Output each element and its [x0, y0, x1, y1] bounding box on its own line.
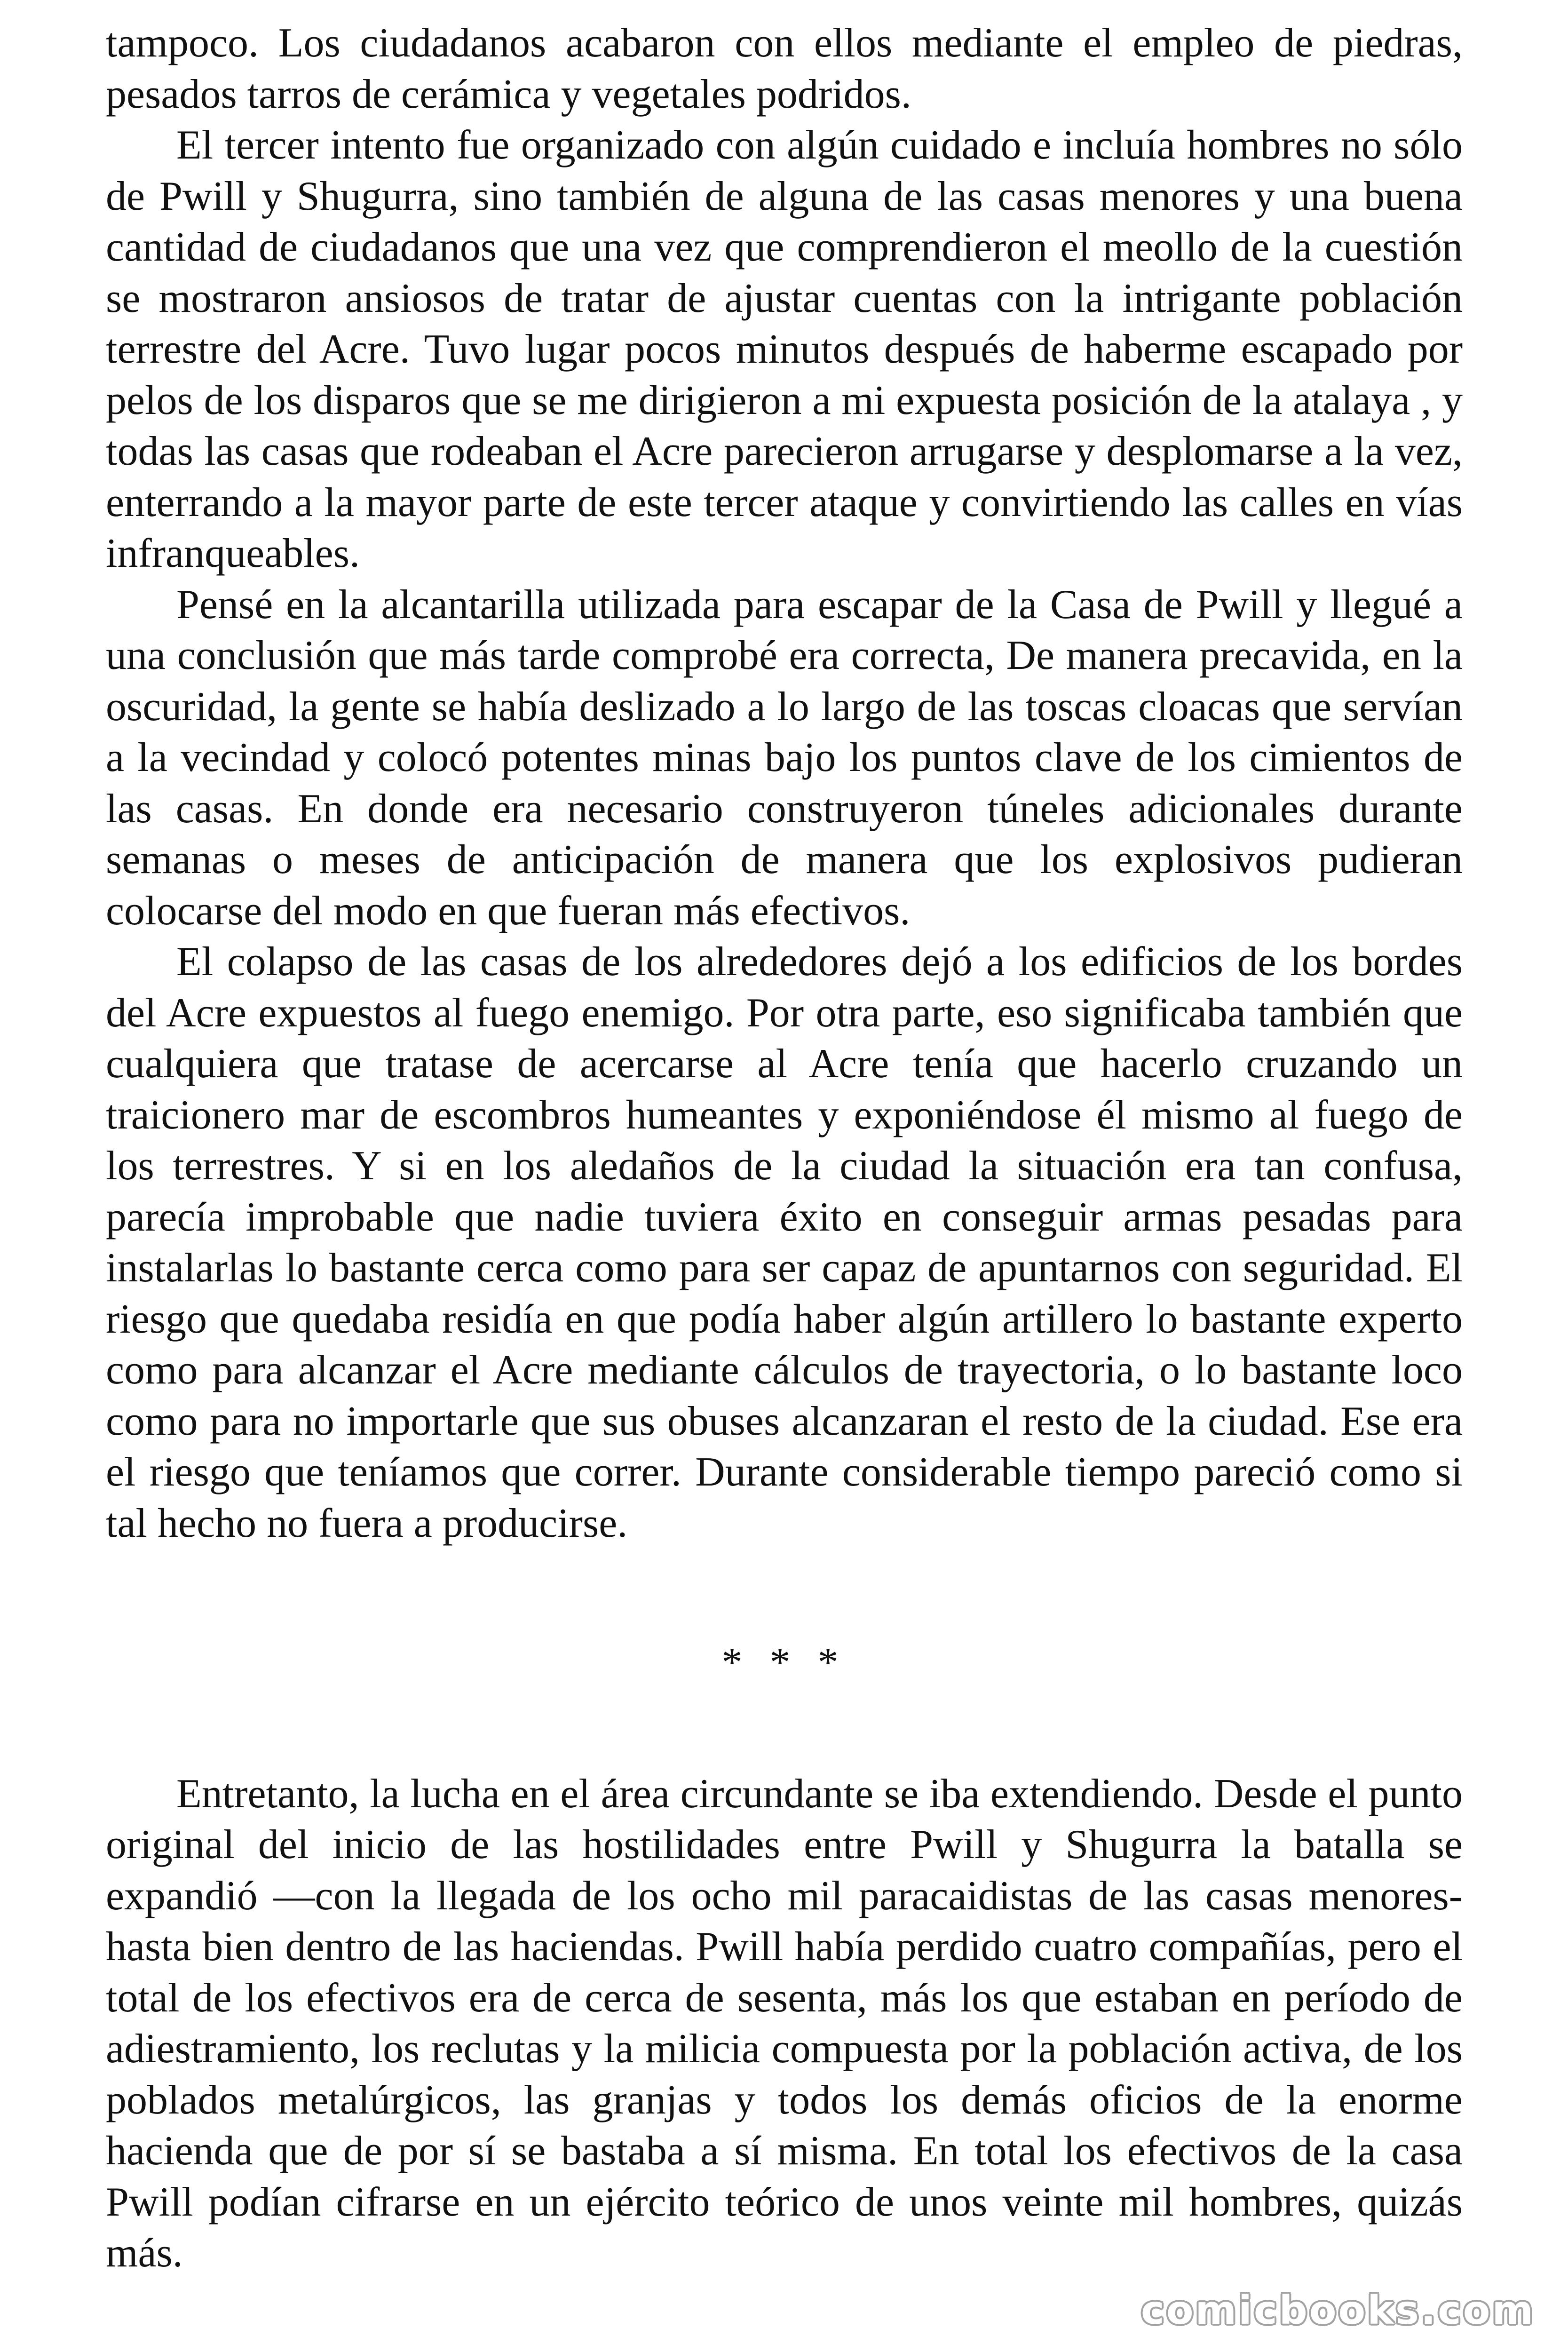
watermark-logo: comicbooks.com: [1141, 2287, 1535, 2333]
scene-break: * * *: [721, 1640, 847, 1685]
section-gap-top: [106, 1549, 1463, 1637]
paragraph-5: Entretanto, la lucha en el área circundante se iba extendiendo. Desde el punto original del inicio de las hostilidades entre Pwill y Shugurra la batalla se expandió —con la llegada de los ocho mil paracaidistas de las casas menores- hasta bien dentro de las haciendas. Pwill había perdido cuatro compañías, pero el total de los efectivos era de cerca de sesenta, más los que estaban en período de adiestramiento, los reclutas y la milicia compuesta por la población activa, de los poblados metalúrgicos, las granjas y todos los demás oficios de la enorme hacienda que de por sí se bastaba a sí misma. En total los efectivos de la casa Pwill podían cifrarse en un ejército teórico de unos veinte mil hombres, quizás más.: [106, 1771, 1463, 2276]
paragraph-2: El tercer intento fue organizado con algún cuidado e incluía hombres no sólo de Pwill y Shugurra, sino también de alguna de las casas menores y una buena cantidad de ciudadanos que una vez que comprendieron el meollo de la cuestión se mostraron ansiosos de tratar de ajustar cuentas con la intrigante población terrestre del Acre. Tuvo lugar pocos minutos después de haberme escapado por pelos de los disparos que se me dirigieron a mi expuesta posición de la atalaya , y todas las casas que rodeaban el Acre parecieron arrugarse y desplomarse a la vez, enterrando a la mayor parte de este tercer ataque y convirtiendo las calles en vías infranqueables.: [106, 122, 1463, 576]
paragraph-4: El colapso de las casas de los alrededores dejó a los edificios de los bordes del Acre expuestos al fuego enemigo. Por otra parte, eso significaba también que cualquiera que tratase de acercarse al Acre tenía que hacerlo cruzando un traicionero mar de escombros humeantes y exponiéndose él mismo al fuego de los terrestres. Y si en los aledaños de la ciudad la situación era tan confusa, parecía improbable que nadie tuviera éxito en conseguir armas pesadas para instalarlas lo bastante cerca como para ser capaz de apuntarnos con seguridad. El riesgo que quedaba residía en que podía haber algún artillero lo bastante experto como para alcanzar el Acre mediante cálculos de trayectoria, o lo bastante loco como para no importarle que sus obuses alcanzaran el resto de la ciudad. Ese era el riesgo que teníamos que correr. Durante considerable tiempo pareció como si tal hecho no fuera a producirse.: [106, 939, 1463, 1546]
paragraph-3: Pensé en la alcantarilla utilizada para escapar de la Casa de Pwill y llegué a una conclusión que más tarde comprobé era correcta, De manera precavida, en la oscuridad, la gente se había deslizado a lo largo de las toscas cloacas que servían a la vecindad y colocó potentes minas bajo los puntos clave de los cimientos de las casas. En donde era necesario construyeron túneles adicionales durante semanas o meses de anticipación de manera que los explosivos pudieran colocarse del modo en que fueran más efectivos.: [106, 581, 1463, 934]
section-gap-bottom: [106, 1689, 1463, 1769]
body-text: [106, 18, 1463, 2279]
paragraph-1: tampoco. Los ciudadanos acabaron con ellos mediante el empleo de piedras, pesados tarros de cerámica y vegetales podridos.: [106, 20, 1463, 117]
